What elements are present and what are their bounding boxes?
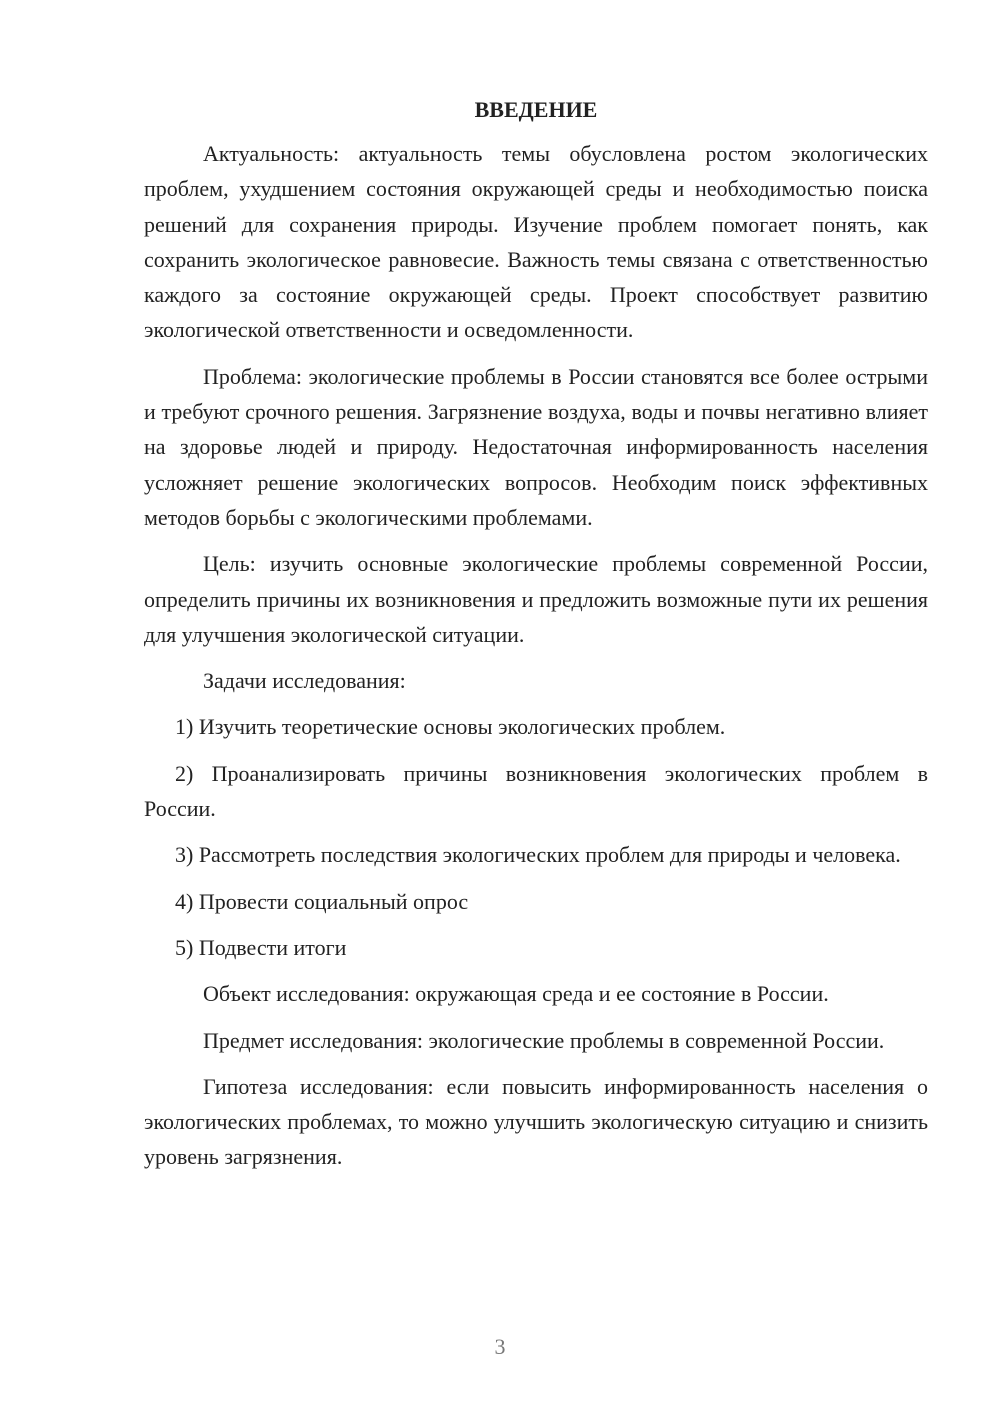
task-item-1: 1) Изучить теоретические основы экологических проблем. <box>175 714 726 740</box>
page-content <box>144 96 928 1186</box>
goal-paragraph: Цель: изучить основные экологические проблемы современной России, определить причины их возникновения и предложить возможные пути их решения для улучшения экологической ситуации. <box>144 551 928 647</box>
page-number: 3 <box>494 1334 506 1359</box>
relevance-paragraph: Актуальность: актуальность темы обусловлена ростом экологических проблем, ухудшением состояния окружающей среды и необходимостью поиска решений для сохранения природы. Изучение проблем помогает понять, как сохранить экологическое равновесие. Важность темы связана с ответственностью каждого за состояние окружающей среды. Проект способствует развитию экологической ответственности и осведомленности. <box>144 141 928 343</box>
tasks-title: Задачи исследования: <box>203 668 406 694</box>
section-heading: ВВЕДЕНИЕ <box>474 97 598 122</box>
object-paragraph: Объект исследования: окружающая среда и ее состояние в России. <box>203 981 829 1007</box>
subject-paragraph: Предмет исследования: экологические проблемы в современной России. <box>203 1027 885 1053</box>
task-item-3: 3) Рассмотреть последствия экологических проблем для природы и человека. <box>175 842 901 868</box>
problem-paragraph: Проблема: экологические проблемы в России становятся все более острыми и требуют срочного решения. Загрязнение воздуха, воды и почвы негативно влияет на здоровье людей и природу. Недостаточная информированность населения усложняет решение экологических вопросов. Необходим поиск эффективных методов борьбы с экологическими проблемами. <box>144 363 928 530</box>
task-item-4: 4) Провести социальный опрос <box>175 888 469 914</box>
task-item-5: 5) Подвести итоги <box>175 934 347 960</box>
task-item-2: 2) Проанализировать причины возникновения экологических проблем в России. <box>144 760 928 822</box>
hypothesis-paragraph: Гипотеза исследования: если повысить информированность населения о экологических проблемах, то можно улучшить экологическую ситуацию и снизить уровень загрязнения. <box>144 1073 928 1170</box>
